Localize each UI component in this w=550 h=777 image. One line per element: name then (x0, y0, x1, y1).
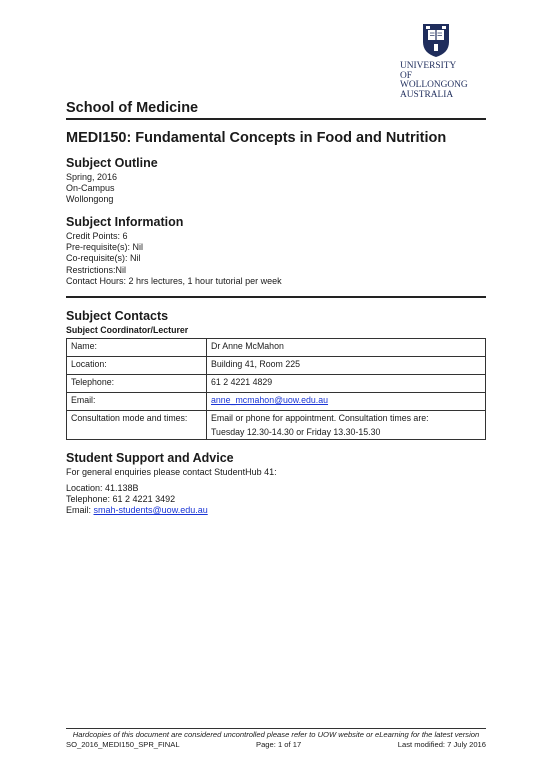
outline-session: Spring, 2016 (66, 172, 118, 182)
logo-line-2: OF WOLLONGONG (400, 70, 468, 91)
contact-hours: Contact Hours: 2 hrs lectures, 1 hour tutorial per week (66, 275, 282, 286)
consultation-value (207, 411, 486, 440)
university-crest-icon (421, 22, 451, 58)
prerequisites: Pre-requisite(s): Nil (66, 242, 144, 253)
information-heading: Subject Information (66, 215, 184, 229)
table-row (67, 357, 486, 375)
table-row (67, 339, 486, 357)
support-details (66, 483, 208, 517)
support-telephone: Telephone: 61 2 4221 3492 (66, 494, 176, 505)
contacts-heading: Subject Contacts (66, 309, 169, 323)
university-logo (400, 22, 472, 100)
school-name: School of Medicine (66, 100, 199, 116)
corequisites: Co-requisite(s): Nil (66, 253, 141, 264)
consultation-line-2: Tuesday 12.30-14.30 or Friday 13.30-15.30 (211, 427, 381, 437)
subject-title: MEDI150: Fundamental Concepts in Food and Nutrition (66, 130, 447, 146)
support-email-label: Email: (66, 505, 94, 516)
consultation-label: Consultation mode and times: (67, 411, 207, 440)
email-cell (207, 393, 486, 411)
support-email-link[interactable]: smah-students@uow.edu.au (93, 505, 208, 516)
information-details (66, 231, 282, 287)
footer-disclaimer: Hardcopies of this document are considered uncontrolled please refer to UOW website or eLearning for the latest version (72, 730, 480, 739)
outline-details (66, 172, 117, 206)
name-label: Name: (67, 339, 207, 357)
footer-divider (66, 728, 486, 729)
last-modified: Last modified: 7 July 2016 (397, 740, 486, 749)
table-row (67, 411, 486, 440)
header-divider (66, 118, 486, 120)
coordinator-label: Subject Coordinator/Lecturer (66, 325, 189, 335)
contacts-table (66, 338, 486, 440)
document-code: SO_2016_MEDI150_SPR_FINAL (66, 740, 180, 749)
telephone-label: Telephone: (67, 375, 207, 393)
restrictions: Restrictions:Nil (66, 264, 127, 275)
section-divider (66, 296, 486, 298)
coordinator-email-link[interactable]: anne_mcmahon@uow.edu.au (211, 395, 329, 405)
support-intro-block (66, 467, 277, 478)
email-label: Email: (67, 393, 207, 411)
logo-line-3: AUSTRALIA (400, 89, 454, 100)
outline-mode: On-Campus (66, 183, 115, 194)
location-label: Location: (67, 357, 207, 375)
name-value: Dr Anne McMahon (207, 339, 486, 357)
outline-heading: Subject Outline (66, 156, 158, 170)
support-heading: Student Support and Advice (66, 451, 234, 465)
telephone-value: 61 2 4221 4829 (207, 375, 486, 393)
page-number: Page: 1 of 17 (256, 740, 302, 749)
support-intro: For general enquiries please contact StudentHub 41: (66, 467, 277, 477)
location-value: Building 41, Room 225 (207, 357, 486, 375)
logo-line-1: UNIVERSITY (400, 61, 457, 71)
support-email-line (66, 505, 208, 516)
table-row (67, 393, 486, 411)
consultation-line-1: Email or phone for appointment. Consultation times are: (211, 413, 429, 423)
credit-points: Credit Points: 6 (66, 231, 128, 241)
support-location: Location: 41.138B (66, 483, 139, 493)
table-row (67, 375, 486, 393)
outline-campus: Wollongong (66, 194, 114, 205)
